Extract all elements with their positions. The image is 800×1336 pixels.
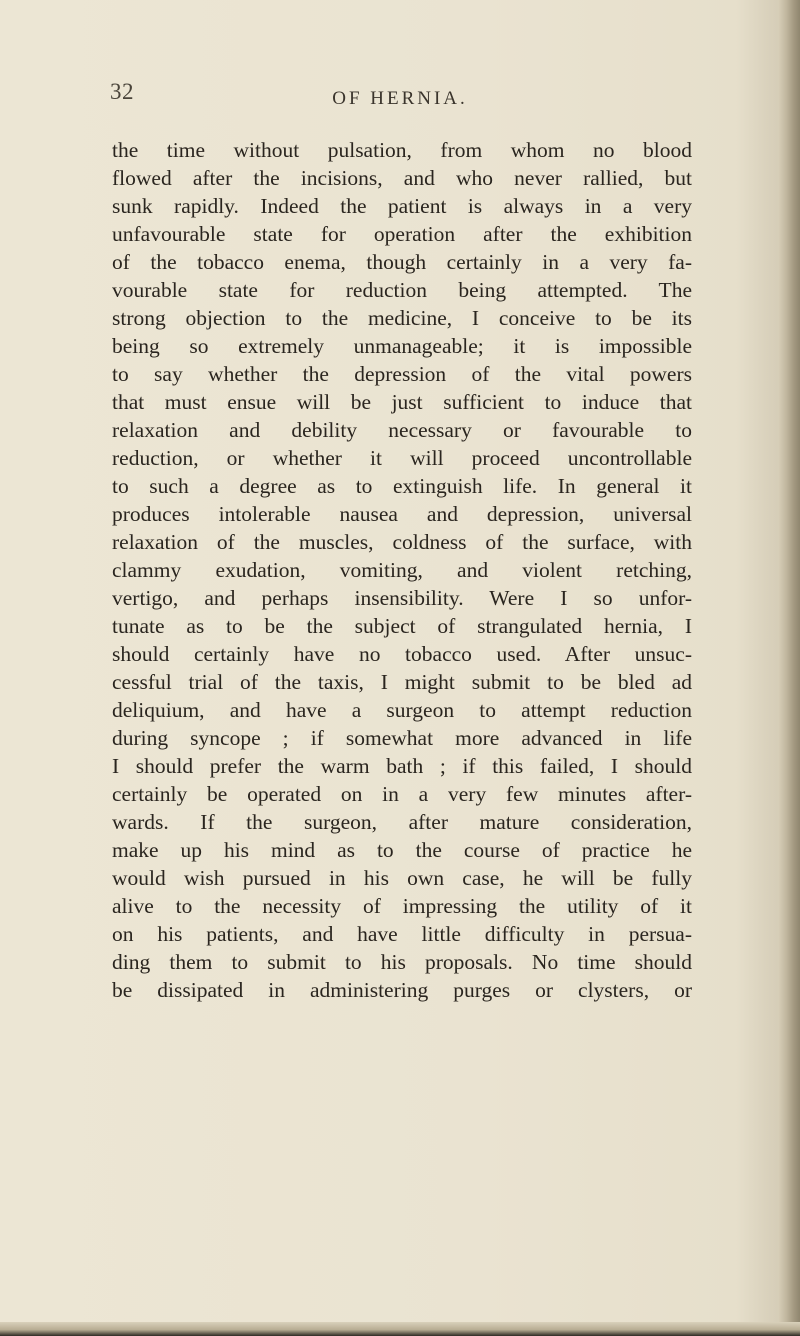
text-line: flowed after the incisions, and who never rallied, but [112, 166, 692, 190]
text-line: to such a degree as to extinguish life. In general it [112, 474, 692, 498]
text-line: to say whether the depression of the vital powers [112, 362, 692, 386]
text-line: relaxation and debility necessary or favourable to [112, 418, 692, 442]
text-line: cessful trial of the taxis, I might submit to be bled ad [112, 670, 692, 694]
text-line: being so extremely unmanageable; it is impossible [112, 334, 692, 358]
text-line: clammy exudation, vomiting, and violent retching, [112, 558, 692, 582]
text-line: that must ensue will be just sufficient to induce that [112, 390, 692, 414]
text-line: reduction, or whether it will proceed uncontrollable [112, 446, 692, 470]
text-line: deliquium, and have a surgeon to attempt reduction [112, 698, 692, 722]
text-line: make up his mind as to the course of practice he [112, 838, 692, 862]
text-line: wards. If the surgeon, after mature consideration, [112, 810, 692, 834]
page-bottom-edge [0, 1322, 800, 1336]
text-line: relaxation of the muscles, coldness of the surface, with [112, 530, 692, 554]
body-text [112, 136, 692, 1004]
text-line: alive to the necessity of impressing the utility of it [112, 894, 692, 918]
text-line: should certainly have no tobacco used. After unsuc- [112, 642, 692, 666]
running-head: OF HERNIA. [332, 88, 468, 109]
text-line: the time without pulsation, from whom no blood [112, 138, 692, 162]
text-line: I should prefer the warm bath ; if this failed, I should [112, 754, 692, 778]
text-line: vertigo, and perhaps insensibility. Were I so unfor- [112, 586, 692, 610]
text-line: be dissipated in administering purges or clysters, or [112, 978, 692, 1002]
text-line: during syncope ; if somewhat more advanced in life [112, 726, 692, 750]
text-line: on his patients, and have little difficulty in persua- [112, 922, 692, 946]
text-line: sunk rapidly. Indeed the patient is always in a very [112, 194, 692, 218]
page-number: 32 [110, 79, 134, 104]
text-line: would wish pursued in his own case, he will be fully [112, 866, 692, 890]
text-line: produces intolerable nausea and depression, universal [112, 502, 692, 526]
text-line: of the tobacco enema, though certainly in a very fa- [112, 250, 692, 274]
text-line: certainly be operated on in a very few minutes after- [112, 782, 692, 806]
text-line: ding them to submit to his proposals. No time should [112, 950, 692, 974]
text-line: vourable state for reduction being attempted. The [112, 278, 692, 302]
text-line: strong objection to the medicine, I conceive to be its [112, 306, 692, 330]
text-line: tunate as to be the subject of strangulated hernia, I [112, 614, 692, 638]
page-edge-shadow [778, 0, 800, 1336]
text-line: unfavourable state for operation after the exhibition [112, 222, 692, 246]
